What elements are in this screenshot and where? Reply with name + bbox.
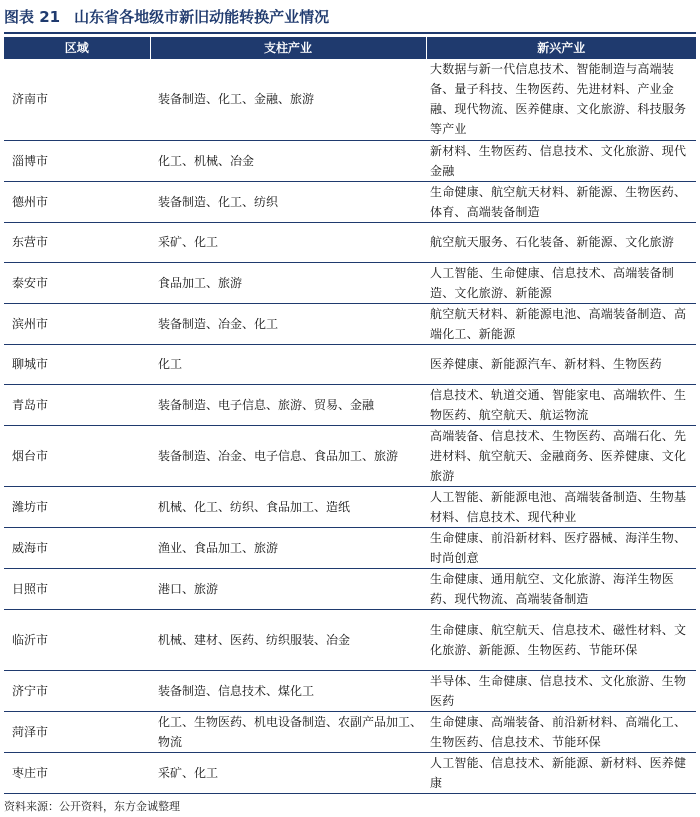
pillar-cell: 港口、旅游	[150, 568, 426, 609]
table-row	[4, 752, 696, 793]
table-row	[4, 384, 696, 425]
emerging-cell: 生命健康、航空航天材料、新能源、生物医药、体育、高端装备制造	[426, 181, 696, 222]
emerging-cell: 航空航天材料、新能源电池、高端装备制造、高端化工、新能源	[426, 303, 696, 344]
emerging-cell: 航空航天服务、石化装备、新能源、文化旅游	[426, 222, 696, 262]
region-cell: 东营市	[4, 222, 150, 262]
table-row	[4, 425, 696, 486]
table-row	[4, 222, 696, 262]
pillar-cell: 装备制造、化工、金融、旅游	[150, 59, 426, 140]
region-cell: 淄博市	[4, 140, 150, 181]
region-cell: 聊城市	[4, 344, 150, 384]
pillar-cell: 采矿、化工	[150, 222, 426, 262]
pillar-cell: 装备制造、冶金、化工	[150, 303, 426, 344]
table-row	[4, 711, 696, 752]
table-row	[4, 609, 696, 670]
pillar-cell: 装备制造、冶金、电子信息、食品加工、旅游	[150, 425, 426, 486]
region-cell: 潍坊市	[4, 486, 150, 527]
emerging-cell: 人工智能、新能源电池、高端装备制造、生物基材料、信息技术、现代种业	[426, 486, 696, 527]
pillar-cell: 食品加工、旅游	[150, 262, 426, 303]
pillar-cell: 机械、化工、纺织、食品加工、造纸	[150, 486, 426, 527]
table-row	[4, 486, 696, 527]
region-cell: 德州市	[4, 181, 150, 222]
industry-table	[4, 37, 696, 794]
emerging-cell: 人工智能、信息技术、新能源、新材料、医养健康	[426, 752, 696, 793]
figure-title	[4, 4, 696, 34]
pillar-cell: 化工、机械、冶金	[150, 140, 426, 181]
header-region: 区域	[4, 37, 150, 59]
pillar-cell: 机械、建材、医药、纺织服装、冶金	[150, 609, 426, 670]
emerging-cell: 生命健康、前沿新材料、医疗器械、海洋生物、时尚创意	[426, 527, 696, 568]
emerging-cell: 生命健康、通用航空、文化旅游、海洋生物医药、现代物流、高端装备制造	[426, 568, 696, 609]
pillar-cell: 装备制造、信息技术、煤化工	[150, 670, 426, 711]
emerging-cell: 生命健康、高端装备、前沿新材料、高端化工、生物医药、信息技术、节能环保	[426, 711, 696, 752]
region-cell: 济宁市	[4, 670, 150, 711]
header-emerging: 新兴产业	[426, 37, 696, 59]
region-cell: 烟台市	[4, 425, 150, 486]
region-cell: 枣庄市	[4, 752, 150, 793]
table-row	[4, 670, 696, 711]
emerging-cell: 医养健康、新能源汽车、新材料、生物医药	[426, 344, 696, 384]
pillar-cell: 渔业、食品加工、旅游	[150, 527, 426, 568]
pillar-cell: 采矿、化工	[150, 752, 426, 793]
figure-title-text: 山东省各地级市新旧动能转换产业情况	[74, 8, 330, 26]
pillar-cell: 装备制造、电子信息、旅游、贸易、金融	[150, 384, 426, 425]
table-row	[4, 262, 696, 303]
table-row	[4, 344, 696, 384]
table-header-row	[4, 37, 696, 59]
region-cell: 青岛市	[4, 384, 150, 425]
table-row	[4, 140, 696, 181]
emerging-cell: 大数据与新一代信息技术、智能制造与高端装备、量子科技、生物医药、先进材料、产业金融、现代物流、医养健康、文化旅游、科技服务等产业	[426, 59, 696, 140]
region-cell: 菏泽市	[4, 711, 150, 752]
table-row	[4, 59, 696, 140]
table-body	[4, 59, 696, 793]
emerging-cell: 生命健康、航空航天、信息技术、磁性材料、文化旅游、新能源、生物医药、节能环保	[426, 609, 696, 670]
region-cell: 泰安市	[4, 262, 150, 303]
source-note: 资料来源：公开资料，东方金诚整理	[4, 800, 180, 813]
emerging-cell: 高端装备、信息技术、生物医药、高端石化、先进材料、航空航天、金融商务、医养健康、文化旅游	[426, 425, 696, 486]
emerging-cell: 信息技术、轨道交通、智能家电、高端软件、生物医药、航空航天、航运物流	[426, 384, 696, 425]
table-row	[4, 303, 696, 344]
table-row	[4, 568, 696, 609]
emerging-cell: 人工智能、生命健康、信息技术、高端装备制造、文化旅游、新能源	[426, 262, 696, 303]
pillar-cell: 化工	[150, 344, 426, 384]
figure-number: 图表 21	[4, 8, 61, 26]
emerging-cell: 半导体、生命健康、信息技术、文化旅游、生物医药	[426, 670, 696, 711]
pillar-cell: 装备制造、化工、纺织	[150, 181, 426, 222]
region-cell: 临沂市	[4, 609, 150, 670]
table-row	[4, 527, 696, 568]
region-cell: 济南市	[4, 59, 150, 140]
emerging-cell: 新材料、生物医药、信息技术、文化旅游、现代金融	[426, 140, 696, 181]
header-pillar: 支柱产业	[150, 37, 426, 59]
region-cell: 日照市	[4, 568, 150, 609]
region-cell: 滨州市	[4, 303, 150, 344]
table-row	[4, 181, 696, 222]
pillar-cell: 化工、生物医药、机电设备制造、农副产品加工、物流	[150, 711, 426, 752]
region-cell: 威海市	[4, 527, 150, 568]
